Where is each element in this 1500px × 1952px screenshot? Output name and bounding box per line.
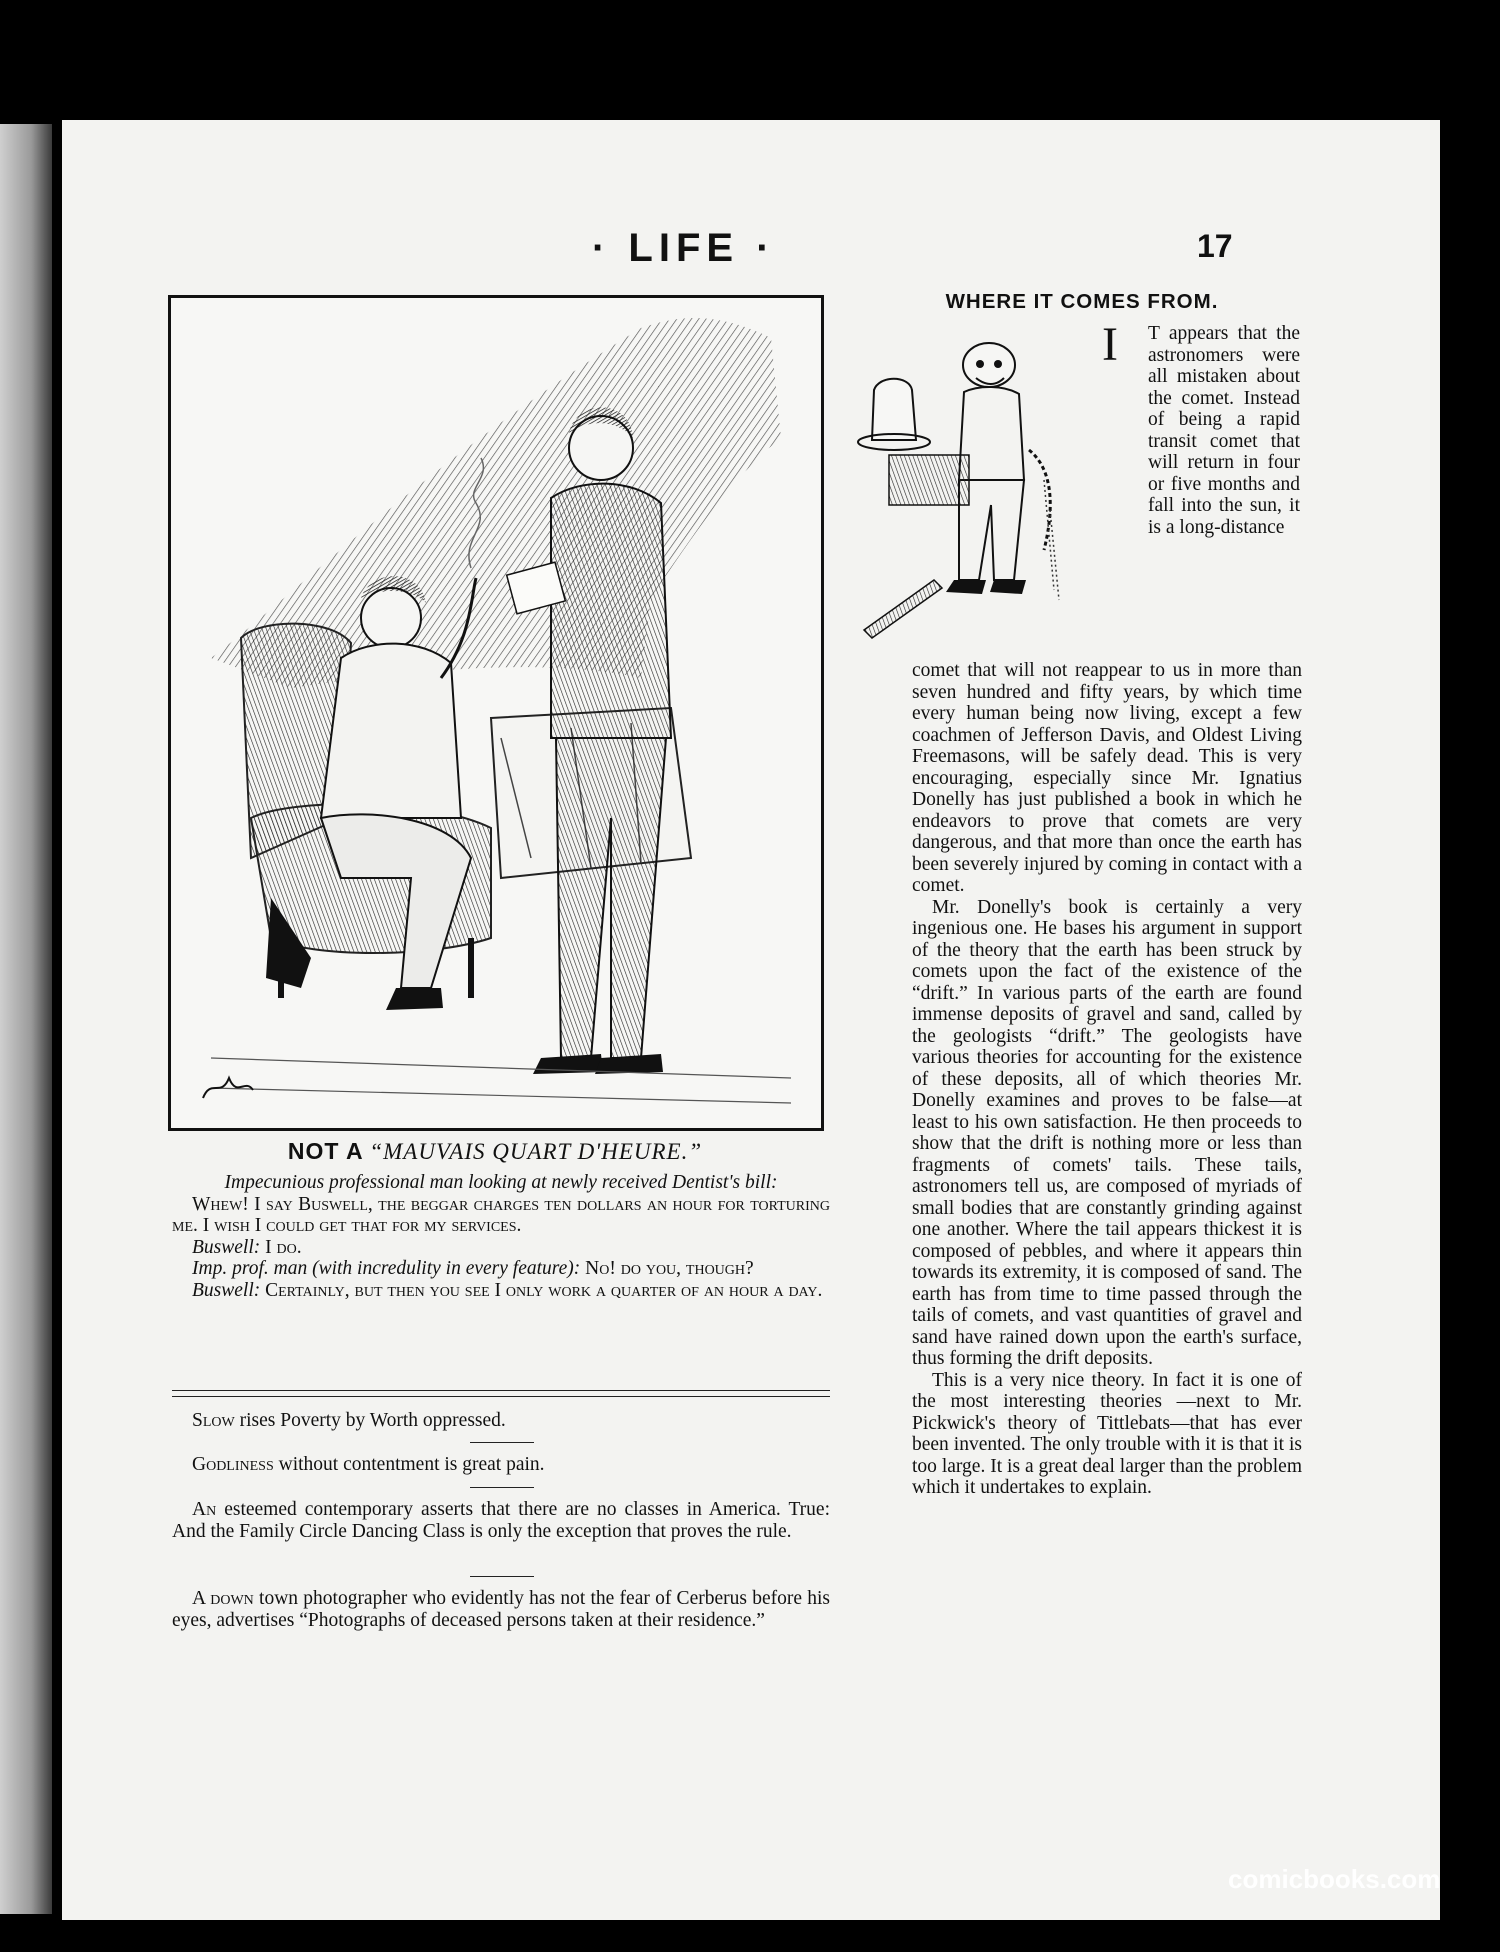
paragraph-photographer-text: town photographer who evidently has not the fear of Cerberus before his eyes, advertises “Photographs of deceased persons taken at their residence.” <box>172 1588 830 1631</box>
article-title: WHERE IT COMES FROM. <box>945 290 1219 313</box>
paragraph-classes <box>172 1499 830 1542</box>
article-paragraph-2: Mr. Donelly's book is certainly a very ingenious one. He bases his argument in support of the theory that the earth has been struck by comets upon the fact of the existence of the “drift.” In various parts of the earth are found immense deposits of gravel and sand, called by the geologists “drift.” The geologists have various theories for accounting for the existence of these deposits, all of which theories Mr. Donelly examines and proves to be false—at least to his own satisfaction. He then proceeds to show that the drift is nothing more or less than fragments of comets' tails. These tails, astronomers tell us, are composed of myriads of small bodies that are constantly grinding against one another. Where the tail appears thickest it is composed of pebbles, and where it appears thin towards its extremity, it is composed of sand. The earth has from time to time passed through the tails of comets, and vast quantities of gravel and sand have rained down upon the earth's surface, thus forming the drift deposits. <box>912 896 1302 1369</box>
short-divider <box>470 1576 534 1577</box>
adjacent-page-edge <box>0 124 52 1914</box>
site-watermark: comicbooks.com <box>1228 1864 1441 1894</box>
dialogue-line-3 <box>172 1258 830 1280</box>
dialogue-line-3-text: No! do you, though? <box>585 1258 754 1279</box>
magazine-page <box>62 120 1440 1920</box>
paragraph-poverty-text: rises Poverty by Worth oppressed. <box>234 1410 506 1431</box>
stage-direction: Impecunious professional man looking at newly received Dentist's bill: <box>224 1172 778 1193</box>
page-header-title: · LIFE · <box>592 226 776 270</box>
cartoon-dialogue <box>172 1172 830 1301</box>
article-paragraph-3: This is a very nice theory. In fact it is one of the most interesting theories —next to Mr. Pickwick's theory of Tittlebats—that has ever been invented. The only trouble with it is that it is too large. It is a great deal larger than the problem which it undertakes to explain. <box>912 1369 1302 1498</box>
paragraph-godliness <box>172 1454 830 1476</box>
paragraph-poverty-lead: Slow <box>192 1410 235 1431</box>
short-divider <box>470 1442 534 1443</box>
section-divider <box>172 1390 830 1397</box>
cartoon-caption-title <box>170 1138 820 1165</box>
paragraph-godliness-text: without contentment is great pain. <box>273 1454 545 1475</box>
caption-italic: “MAUVAIS QUART D'HEURE.” <box>369 1139 703 1164</box>
caption-lead: NOT A <box>287 1138 364 1164</box>
paragraph-classes-lead: An <box>192 1499 217 1520</box>
article-paragraph-1: comet that will not reappear to us in more than seven hundred and fifty years, by which time every human being now living, except a few coachmen of Jefferson Davis, and Oldest Living Freemasons, will be safely dead. This is very encouraging, especially since Mr. Ignatius Donelly has just published a book in which he endeavors to prove that comets are very dangerous, and that more than once the earth has been severely injured by coming in contact with a comet. <box>912 660 1302 896</box>
dialogue-line-2 <box>172 1237 830 1259</box>
paragraph-photographer <box>172 1588 830 1631</box>
drop-cap: I <box>1102 318 1118 371</box>
prof-direction: (with incredulity in every feature): <box>312 1258 581 1279</box>
speaker-buswell: Buswell: <box>192 1236 261 1258</box>
paragraph-photographer-lead: A down <box>192 1588 254 1609</box>
dialogue-line-2-text: I do. <box>265 1236 302 1258</box>
engraving-drawing <box>171 298 821 1128</box>
page-number: 17 <box>1197 228 1233 264</box>
dialogue-line-1: Whew! I say Buswell, the beggar charges ten dollars an hour for torturing me. I wish I could get that for my services. <box>172 1193 830 1236</box>
speaker-prof: Imp. prof. man <box>192 1258 308 1279</box>
spot-drawing <box>854 330 1154 656</box>
article-intro-wrap: T appears that the astronomers were all mistaken about the comet. Instead of being a rapid transit comet that will return in four or five months and fall into the sun, it is a long-distance <box>1148 323 1300 538</box>
paragraph-poverty <box>172 1410 830 1432</box>
cartoon-illustration <box>168 295 824 1131</box>
comet-spot-illustration <box>854 330 1154 656</box>
paragraph-classes-text: esteemed contemporary asserts that there are no classes in America. True: And the Family Circle Dancing Class is only the exception that proves the rule. <box>172 1499 830 1542</box>
article-body <box>912 660 1302 1499</box>
paragraph-godliness-lead: Godliness <box>192 1454 274 1475</box>
dialogue-line-4 <box>172 1280 830 1302</box>
short-divider <box>470 1487 534 1488</box>
speaker-buswell-2: Buswell: <box>192 1279 261 1301</box>
dialogue-line-4-text: Certainly, but then you see I only work a quarter of an hour a day. <box>265 1279 823 1301</box>
